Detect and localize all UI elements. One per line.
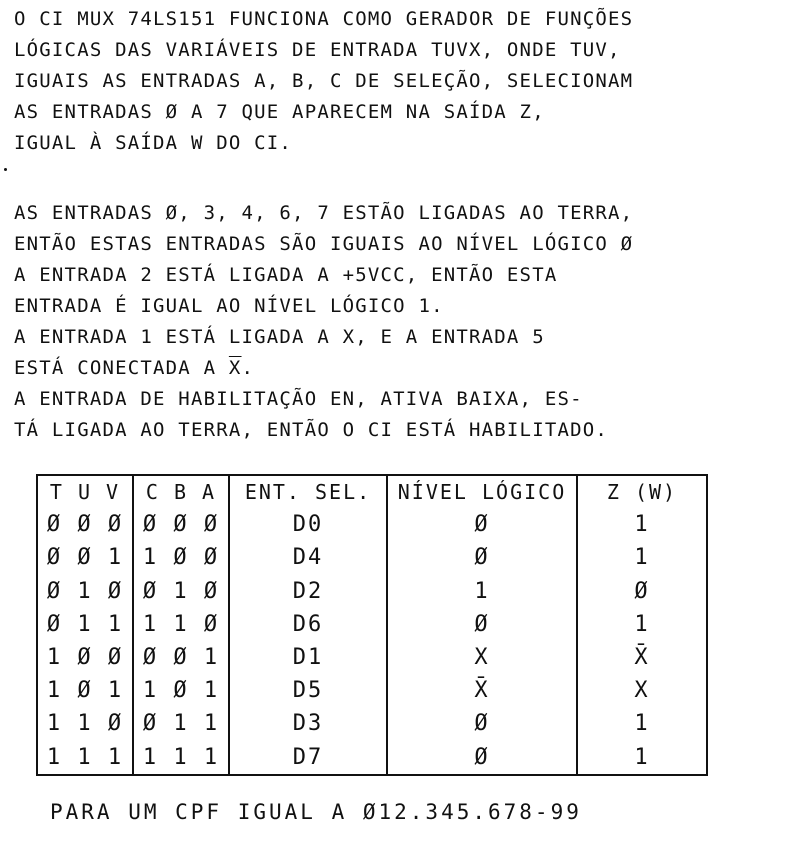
text-line: IGUAL À SAÍDA W DO CI. — [14, 132, 293, 154]
text-line: TÁ LIGADA AO TERRA, ENTÃO O CI ESTÁ HABILITADO. — [14, 419, 609, 441]
table-row — [37, 674, 707, 707]
cell-nivel: Ø — [387, 508, 577, 541]
cell-nivel: Ø — [387, 741, 577, 775]
text-line: AS ENTRADAS Ø A 7 QUE APARECEM NA SAÍDA Z, — [14, 101, 545, 123]
cell-z: 1 — [634, 711, 650, 737]
header-tuv: T U V — [37, 475, 133, 508]
cell-tuv: 1 1 Ø — [37, 707, 133, 740]
cell-cba: 1 1 1 — [133, 741, 229, 775]
text-line: O CI MUX 74LS151 FUNCIONA COMO GERADOR DE FUNÇÕES — [14, 8, 634, 30]
cell-tuv: 1 Ø Ø — [37, 641, 133, 674]
table-row — [37, 608, 707, 641]
table-row — [37, 541, 707, 574]
cell-z: X — [634, 678, 650, 704]
cell-cba: Ø 1 1 — [133, 707, 229, 740]
cell-tuv: Ø Ø 1 — [37, 541, 133, 574]
cell-cba: Ø Ø Ø — [133, 508, 229, 541]
table-row — [37, 707, 707, 740]
cell-tuv: Ø 1 1 — [37, 608, 133, 641]
cell-cba: 1 1 Ø — [133, 608, 229, 641]
cell-nivel: 1 — [387, 574, 577, 607]
cell-z: 1 — [634, 545, 650, 571]
intro-paragraph — [14, 4, 786, 159]
cell-z: 1 — [634, 512, 650, 538]
cell-z: 1 — [634, 744, 650, 770]
text-fragment: ESTÁ CONECTADA A — [14, 357, 217, 379]
cell-ent-sel: D5 — [229, 674, 387, 707]
table-row — [37, 508, 707, 541]
cell-ent-sel: D3 — [229, 707, 387, 740]
cell-z: X̄ — [634, 644, 650, 670]
cpf-footer: PARA UM CPF IGUAL A Ø12.345.678-99 — [50, 800, 582, 824]
text-line: AS ENTRADAS Ø, 3, 4, 6, 7 ESTÃO LIGADAS AO TERRA, — [14, 202, 634, 224]
cell-ent-sel: D2 — [229, 574, 387, 607]
x-bar-symbol: $\overline{X}$ — [228, 357, 242, 379]
cell-nivel: X — [387, 641, 577, 674]
cell-tuv: 1 1 1 — [37, 741, 133, 775]
table-row — [37, 641, 707, 674]
text-line: LÓGICAS DAS VARIÁVEIS DE ENTRADA TUVX, ONDE TUV, — [14, 39, 621, 61]
cell-tuv: Ø 1 Ø — [37, 574, 133, 607]
table-row — [37, 574, 707, 607]
cell-tuv: 1 Ø 1 — [37, 674, 133, 707]
header-nivel-logico: NÍVEL LÓGICO — [387, 475, 577, 508]
text-line: ENTÃO ESTAS ENTRADAS SÃO IGUAIS AO NÍVEL LÓGICO Ø — [14, 233, 634, 255]
text-line: A ENTRADA 2 ESTÁ LIGADA A +5VCC, ENTÃO ESTA — [14, 264, 558, 286]
cell-nivel: X̄ — [387, 674, 577, 707]
cell-cba: 1 Ø 1 — [133, 674, 229, 707]
text-line: ENTRADA É IGUAL AO NÍVEL LÓGICO 1. — [14, 295, 444, 317]
cell-cba: Ø Ø 1 — [133, 641, 229, 674]
cell-ent-sel: D7 — [229, 741, 387, 775]
truth-table — [36, 474, 708, 776]
text-line: IGUAIS AS ENTRADAS A, B, C DE SELEÇÃO, SELECIONAM — [14, 70, 634, 92]
period: . — [241, 357, 255, 379]
text-line-xbar — [14, 353, 786, 384]
cell-ent-sel: D0 — [229, 508, 387, 541]
cell-nivel: Ø — [387, 608, 577, 641]
table-header-row — [37, 475, 707, 508]
cell-ent-sel: D4 — [229, 541, 387, 574]
header-z-w: Z (W) — [606, 479, 678, 504]
table-row — [37, 741, 707, 775]
cell-z: 1 — [634, 611, 650, 637]
cell-cba: Ø 1 Ø — [133, 574, 229, 607]
cell-tuv: Ø Ø Ø — [37, 508, 133, 541]
cell-z: Ø — [634, 578, 650, 604]
cell-ent-sel: D6 — [229, 608, 387, 641]
text-line: A ENTRADA 1 ESTÁ LIGADA A X, E A ENTRADA 5 — [14, 326, 545, 348]
stray-dot — [4, 168, 7, 171]
inputs-paragraph — [14, 198, 786, 446]
cell-ent-sel: D1 — [229, 641, 387, 674]
cell-cba: 1 Ø Ø — [133, 541, 229, 574]
cell-nivel: Ø — [387, 541, 577, 574]
header-ent-sel: ENT. SEL. — [229, 475, 387, 508]
header-cba: C B A — [133, 475, 229, 508]
text-line: A ENTRADA DE HABILITAÇÃO EN, ATIVA BAIXA, ES- — [14, 388, 583, 410]
cell-nivel: Ø — [387, 707, 577, 740]
